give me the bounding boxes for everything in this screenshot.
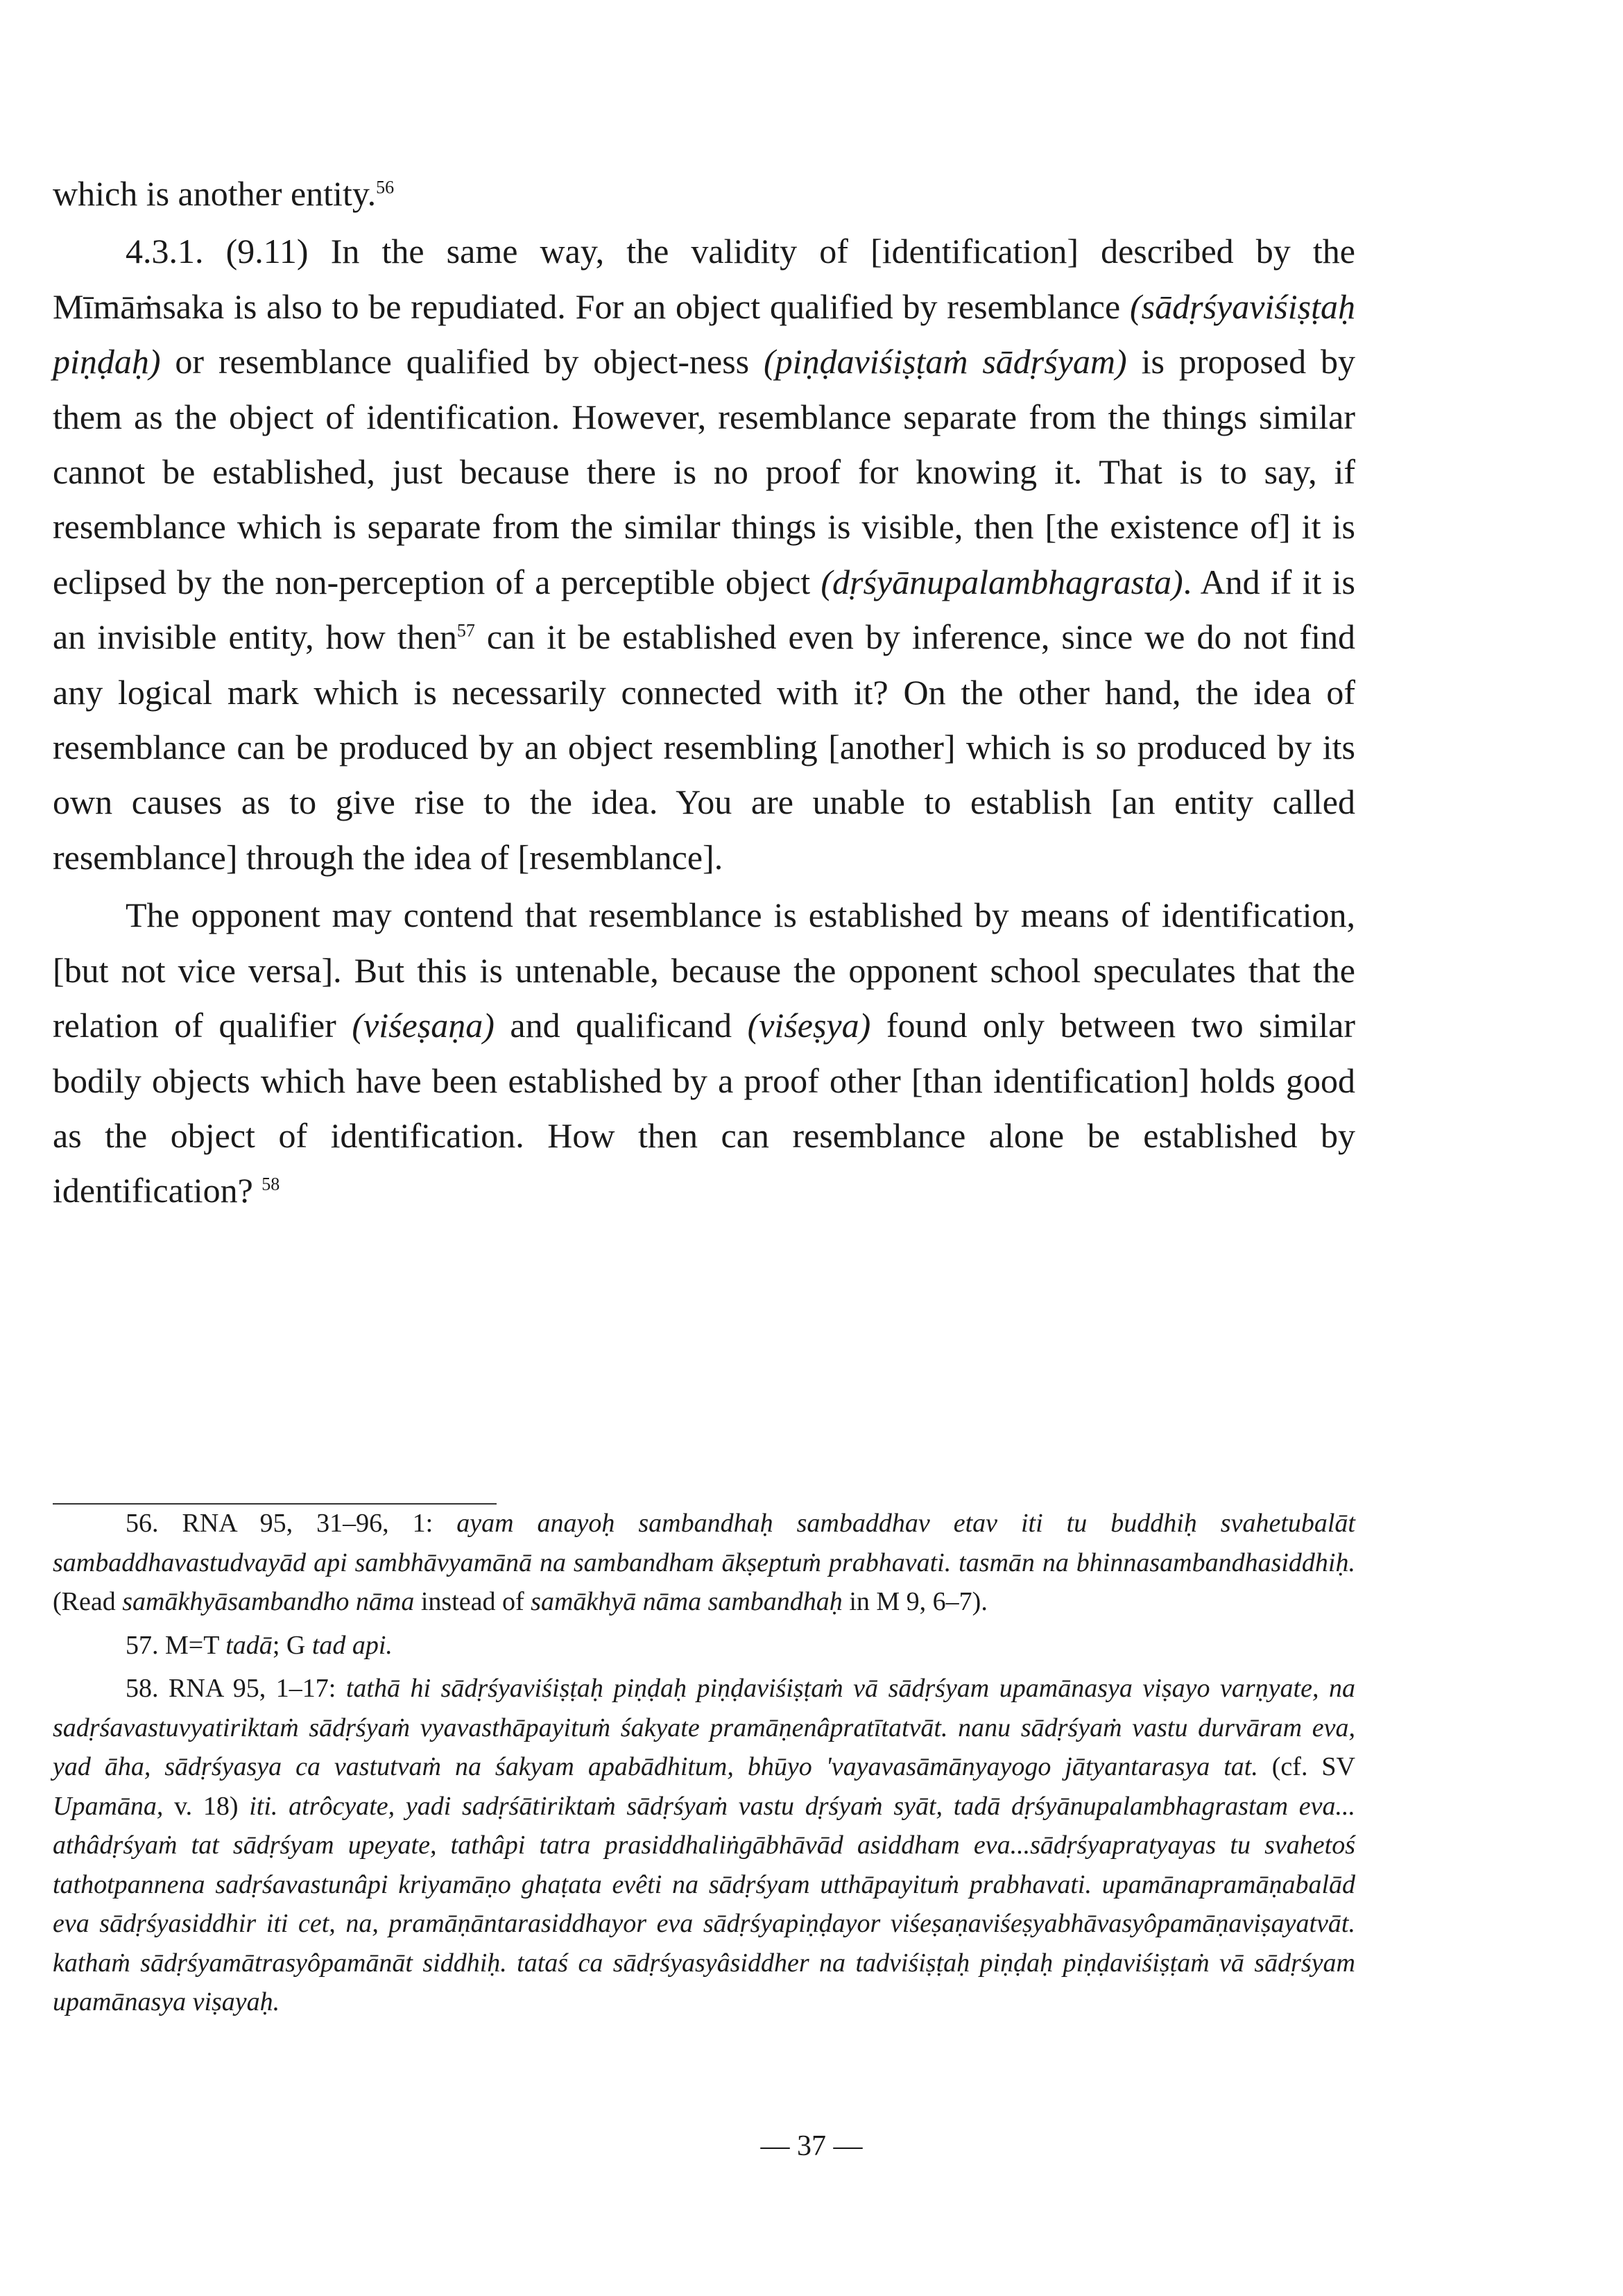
footnote-sanskrit: tad api. — [311, 1630, 393, 1660]
sanskrit-term: (dṛśyānupalambhagrasta) — [821, 562, 1183, 601]
footnote-57 — [53, 1626, 1355, 1665]
paragraph-4-3-1 — [53, 224, 1355, 885]
footnote-text: (cf. SV — [1257, 1752, 1355, 1781]
footnote-text: instead of — [414, 1587, 531, 1616]
sanskrit-term: (sādṛśyaviśiṣṭaḥ piṇḍaḥ) — [53, 286, 1355, 382]
footnote-text: ; G — [272, 1630, 312, 1660]
paragraph-text: The opponent may contend that resemblance is established by means of identification, [but not vice versa]. But this is untenable, because the opponent school speculates that the relation of qualifier — [53, 896, 1355, 1045]
footnote-sanskrit: tathā hi sādṛśyaviśiṣṭaḥ piṇḍaḥ piṇḍaviśiṣṭaṁ vā sādṛśyam upamānasya viṣayo varṇyate, na sadṛśavastuvyatiriktaṁ sādṛśyaṁ vyavasthāpayituṁ śakyate pramāṇenâpratītatvāt. nanu sādṛśyaṁ vastu durvāram eva, yad āha, sādṛśyasya ca vastutvaṁ na śakyam apabādhitum, bhūyo 'vayavasāmānyayogo jātyantarasya tat. — [53, 1674, 1355, 1781]
footnote-sanskrit: Upamāna, — [53, 1791, 164, 1821]
footnote-58 — [53, 1669, 1355, 2022]
paragraph-text: and qualificand — [494, 1006, 748, 1045]
paragraph-text: . And if it is an invisible entity, how then — [53, 562, 1355, 657]
paragraph-continuation — [53, 166, 1355, 221]
footnote-sanskrit: iti. atrôcyate, yadi sadṛśātiriktaṁ sādṛśyaṁ vastu dṛśyaṁ syāt, tadā dṛśyānupalambhagrastam eva... athâdṛśyaṁ tat sādṛśyam upeyate, tathâpi tatra prasiddhaliṅgābhāvād asiddham eva...sādṛśyapratyayas tu svahetoś tathotpannena sadṛśavastunâpi kriyamāṇo ghaṭata evêti na sādṛśyam utthāpayituṁ prabhavati. upamānapramāṇabalād eva sādṛśyasiddhir iti cet, na, pramāṇāntarasiddhayor eva sādṛśyapiṇḍayor viśeṣaṇaviśeṣyabhāvasyôpamāṇaviṣayatvāt. kathaṁ sādṛśyamātrasyôpamānāt siddhiḥ. tataś ca sādṛśyasyâsiddher na tadviśiṣṭaḥ piṇḍaḥ piṇḍaviśiṣṭaṁ vā sādṛśyam upamānasya viṣayaḥ. — [53, 1791, 1355, 2016]
footnote-text: in M 9, 6–7). — [842, 1587, 988, 1616]
footnote-text: v. 18) — [163, 1791, 250, 1821]
footnote-sanskrit: samākhyā nāma sambandhaḥ — [531, 1587, 843, 1616]
footnote-sanskrit: ayam anayoḥ sambandhaḥ sambaddhav etav iti tu buddhiḥ svahetubalāt sambaddhavastudvayād api sambhāvyamānā na sambandham ākṣeptuṁ prabhavati. tasmān na bhinnasambandhasiddhiḥ. — [53, 1509, 1355, 1577]
sanskrit-term: (viśeṣya) — [747, 1006, 871, 1045]
paragraph-text: is proposed by them as the object of identification. However, resemblance separate from the things similar cannot be established, just because there is no proof for knowing it. That is to say, if resemblance which is separate from the similar things is visible, then [the existence of] it is eclipsed by the non-perception of a perceptible object — [53, 342, 1356, 601]
footnote-ref-57: 57 — [456, 620, 475, 641]
page-number: — 37 — — [760, 2130, 863, 2162]
paragraph-text: which is another entity. — [53, 174, 377, 213]
paragraph-opponent — [53, 888, 1355, 1218]
footnote-lead: 56. RNA 95, 31–96, 1: — [126, 1509, 457, 1538]
sanskrit-term: (viśeṣaṇa) — [352, 1006, 495, 1045]
footnote-ref-58: 58 — [261, 1174, 280, 1194]
footnote-sanskrit: samākhyāsambandho nāma — [122, 1587, 415, 1616]
footnote-lead: 57. M=T — [126, 1630, 226, 1660]
footnote-sanskrit: tadā — [225, 1630, 273, 1660]
footnote-text: (Read — [53, 1587, 123, 1616]
paragraph-text: can it be established even by inference, since we do not find any logical mark which is necessarily connected with it? On the other hand, the idea of resemblance can be produced by an object resembling [another] which is so produced by its own causes as to give rise to the idea. You are unable to establish [an entity called resemblance] through the idea of [resemblance]. — [53, 617, 1355, 877]
main-text — [53, 166, 1355, 1219]
paragraph-text: found only between two similar bodily objects which have been established by a proof other [than identification] holds good as the object of identification. How then can resemblance alone be established by identification? — [53, 1006, 1355, 1210]
footnotes — [53, 1504, 1355, 2026]
footnote-56 — [53, 1504, 1355, 1622]
sanskrit-term: (piṇḍaviśiṣṭaṁ sādṛśyam) — [764, 342, 1127, 382]
footnote-lead: 58. RNA 95, 1–17: — [126, 1674, 346, 1703]
paragraph-text: 4.3.1. (9.11) In the same way, the validity of [identification] described by the Mīmāṁsaka is also to be repudiated. For an object qualified by resemblance — [53, 232, 1355, 326]
paragraph-text: or resemblance qualified by object-ness — [160, 342, 764, 382]
footnote-ref-56: 56 — [376, 177, 395, 198]
